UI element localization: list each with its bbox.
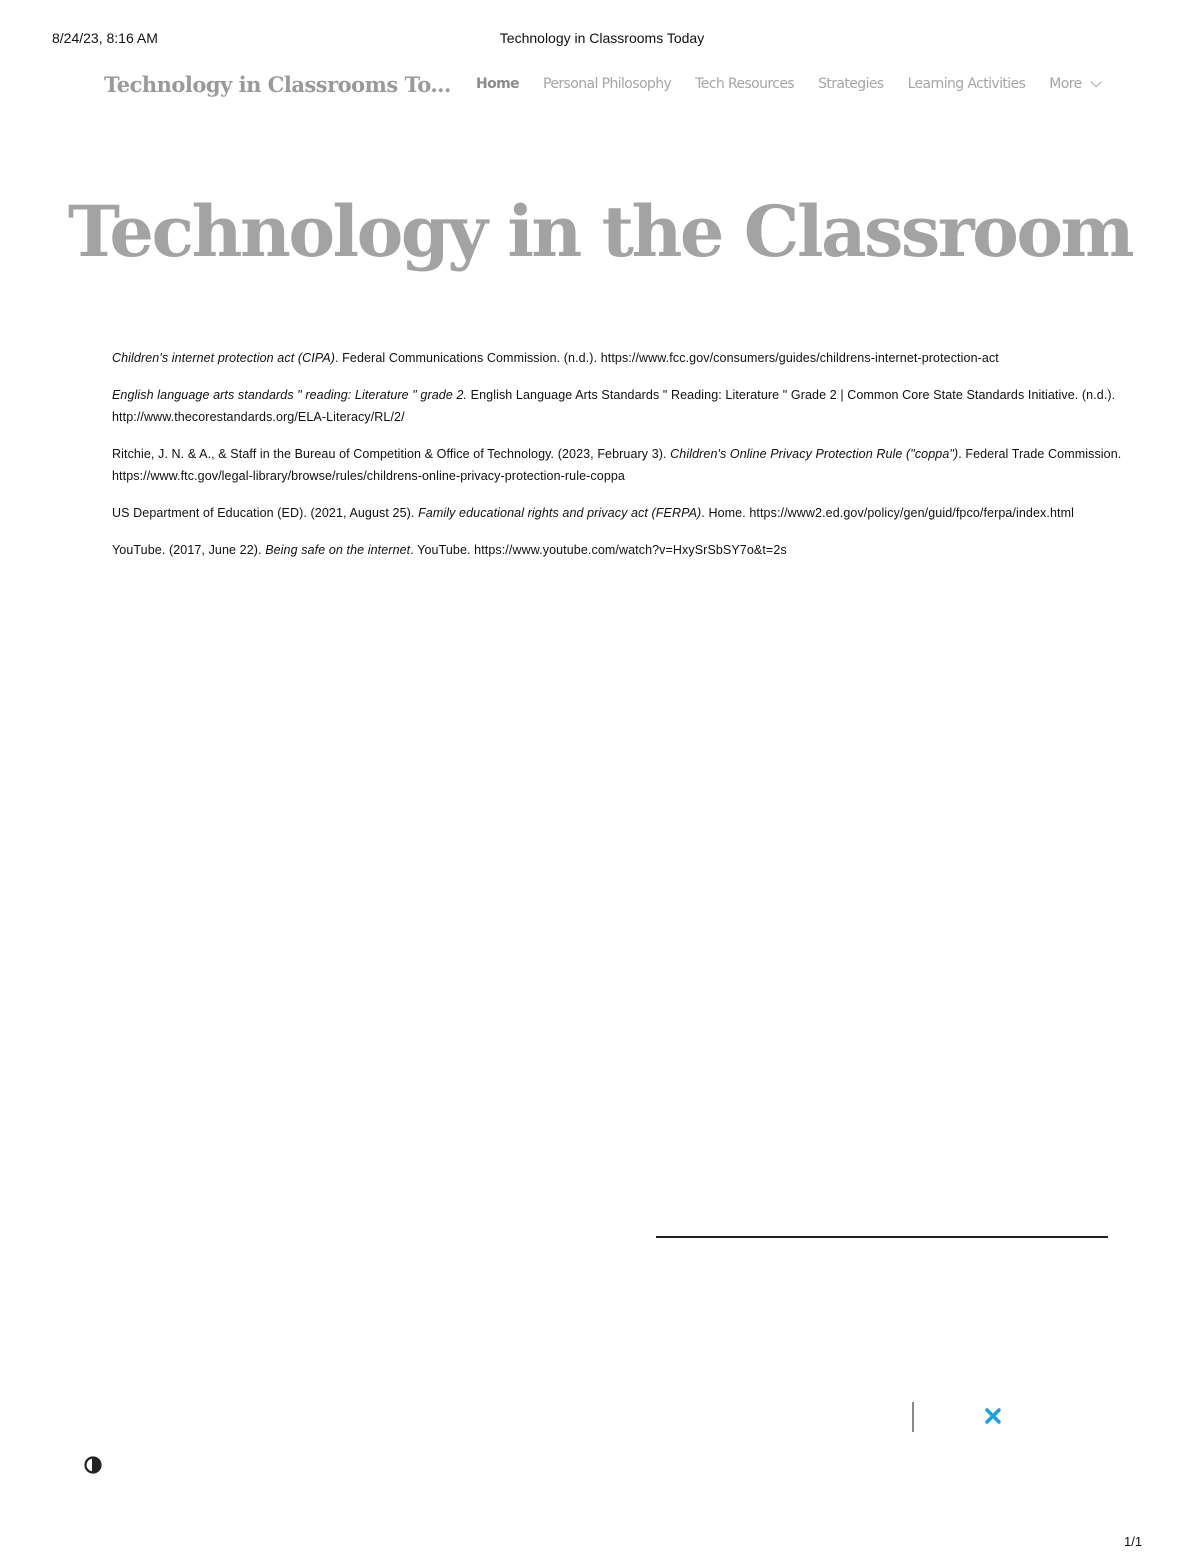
page-number: 1/1 (1124, 1534, 1143, 1549)
nav-item-home[interactable]: Home (476, 76, 520, 92)
reference-item (112, 347, 1132, 369)
site-name[interactable]: Technology in Classrooms To... (104, 72, 451, 97)
reference-item (112, 539, 1132, 561)
nav-item-learning-activities[interactable]: Learning Activities (907, 76, 1026, 92)
reference-title: Being safe on the internet (265, 543, 411, 557)
divider-line (656, 1236, 1108, 1238)
reference-title: English language arts standards " reading: Literature " grade 2. (112, 388, 468, 402)
reference-item (112, 502, 1132, 524)
close-icon[interactable] (982, 1405, 1004, 1427)
site-navbar (104, 72, 1134, 102)
reference-text: . Home. https://www2.ed.gov/policy/gen/guid/fpco/ferpa/index.html (701, 506, 1074, 520)
nav-menu (476, 76, 1098, 92)
nav-more-label: More (1049, 76, 1082, 92)
reference-item (112, 443, 1132, 487)
hero-title: Technology in the Classroom (67, 190, 1133, 273)
print-datetime: 8/24/23, 8:16 AM (52, 30, 158, 46)
contrast-icon[interactable] (83, 1455, 103, 1475)
reference-title: Children's Online Privacy Protection Rule ("coppa") (670, 447, 959, 461)
reference-text: . YouTube. https://www.youtube.com/watch?v=HxySrSbSY7o&t=2s (410, 543, 787, 557)
nav-item-more[interactable] (1049, 76, 1097, 92)
nav-item-personal-philosophy[interactable]: Personal Philosophy (543, 76, 672, 92)
reference-title: Family educational rights and privacy act (FERPA) (418, 506, 702, 520)
reference-text: . Federal Communications Commission. (n.d.). https://www.fcc.gov/consumers/guides/childrens-internet-protection-act (335, 351, 999, 365)
separator-bar (912, 1402, 914, 1432)
reference-text: English Language Arts Standards " Reading: Literature " Grade 2 | Common Core State Standards Initiative. (n.d.). http://www.thecorestandards.org/ELA-Literacy/RL/2/ (112, 388, 1116, 424)
reference-text: . Federal Trade Commission. https://www.ftc.gov/legal-library/browse/rules/childrens-online-privacy-protection-rule-coppa (112, 447, 1122, 483)
nav-item-tech-resources[interactable]: Tech Resources (695, 76, 795, 92)
print-header (52, 30, 1152, 50)
reference-list (112, 347, 1132, 576)
reference-prefix: YouTube. (2017, June 22). (112, 543, 266, 557)
reference-item (112, 384, 1132, 428)
reference-title: Children's internet protection act (CIPA) (112, 351, 336, 365)
print-title: Technology in Classrooms Today (499, 30, 705, 46)
reference-prefix: Ritchie, J. N. & A., & Staff in the Bureau of Competition & Office of Technology. (2023, February 3). (112, 447, 671, 461)
chevron-down-icon (1090, 76, 1101, 87)
nav-item-strategies[interactable]: Strategies (818, 76, 884, 92)
reference-prefix: US Department of Education (ED). (2021, August 25). (112, 506, 419, 520)
